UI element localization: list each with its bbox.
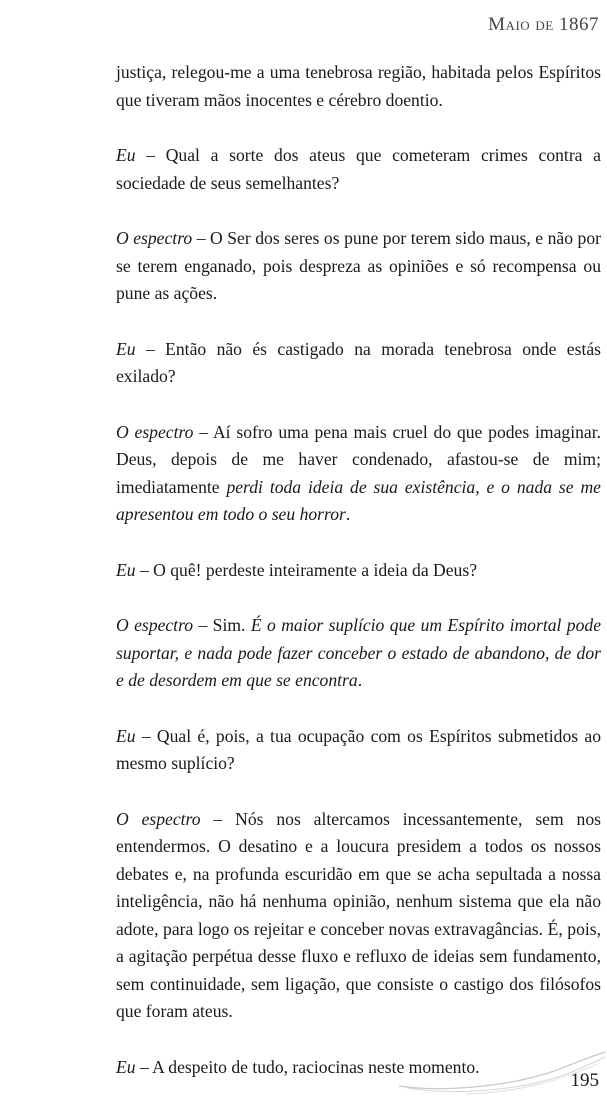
paragraph-text: – A despeito de tudo, raciocinas neste momento.: [135, 1056, 480, 1077]
speaker-label: Eu: [116, 559, 136, 580]
paragraph-text: – Então não és castigado na morada tenebrosa onde estás exilado?: [116, 338, 601, 386]
paragraph-6: [116, 557, 601, 585]
paragraph-3: [116, 225, 601, 308]
paragraph-text: – Sim.: [193, 615, 251, 635]
page-body: [116, 59, 601, 1109]
speaker-label: Eu: [116, 338, 136, 359]
paragraph-tail: .: [345, 504, 351, 524]
paragraph-7: [116, 612, 601, 695]
paragraph-text: – Qual é, pois, a tua ocupação com os Espíritos submetidos ao mesmo suplício?: [116, 725, 601, 773]
paragraph-text: – Qual a sorte dos ateus que cometeram crimes contra a sociedade de seus semelhantes?: [116, 145, 601, 193]
paragraph-text: – Aí sofro uma pena mais cruel do que podes imaginar. Deus, depois de me haver condenado, afastou-se de mim; imediatamente: [116, 421, 601, 497]
emphasized-text: perdi toda ideia de sua existência, e o nada se me apresentou em todo o seu horror: [116, 476, 601, 524]
paragraph-text: – O quê! perdeste inteiramente a ideia da Deus?: [135, 559, 478, 580]
paragraph-text: – O Ser dos seres os pune por terem sido maus, e não por se terem enganado, pois despreza as opiniões e só recompensa ou pune as ações.: [116, 228, 601, 303]
paragraph-1: [116, 59, 601, 114]
paragraph-text: – Nós nos altercamos incessantemente, sem nos entendermos. O desatino e a loucura presidem a todos os nossos debates e, na profunda escuridão em que se acha sepultada a nossa inteligência, não há nenhuma opinião, nenhum sistema que ela não adote, para logo os rejeitar e conceber novas extravagâncias. É, pois, a agitação perpétua desse fluxo e refluxo de ideias sem fundamento, sem continuidade, sem ligação, que consiste o castigo dos filósofos que foram ateus.: [116, 808, 601, 1021]
paragraph-8: [116, 723, 601, 778]
speaker-label: Eu: [116, 1056, 136, 1077]
paragraph-text: justiça, relegou-me a uma tenebrosa região, habitada pelos Espíritos que tiveram mãos inocentes e cérebro doentio.: [116, 62, 601, 110]
speaker-label: O espectro: [116, 421, 194, 442]
paragraph-5: [116, 419, 601, 529]
speaker-label: Eu: [116, 725, 136, 746]
speaker-label: Eu: [116, 145, 136, 165]
paragraph-2: [116, 142, 601, 197]
speaker-label: O espectro: [116, 228, 193, 248]
paragraph-9: [116, 806, 601, 1026]
running-head: Maio de 1867: [488, 14, 599, 35]
speaker-label: O espectro: [116, 808, 201, 829]
paragraph-tail: .: [357, 670, 363, 690]
speaker-label: O espectro: [116, 615, 194, 635]
page-number: 195: [570, 1070, 599, 1091]
paragraph-4: [116, 336, 601, 391]
emphasized-text: É o maior suplício que um Espírito imortal pode suportar, e nada pode fazer conceber o estado de abandono, de dor e de desordem em que se encontra: [116, 615, 601, 690]
